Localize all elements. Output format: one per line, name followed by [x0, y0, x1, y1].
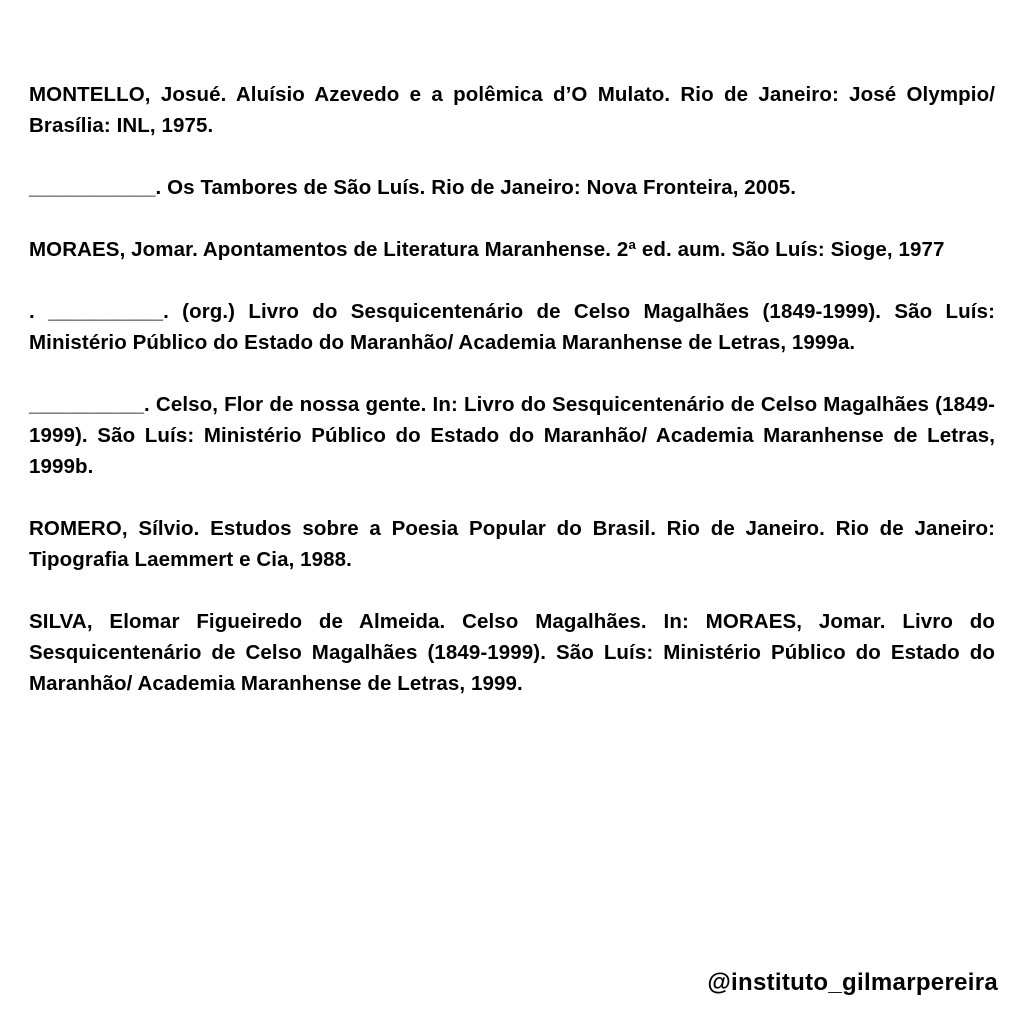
reference-montello-tambores: ___________. Os Tambores de São Luís. Rio de Janeiro: Nova Fronteira, 2005. [29, 176, 797, 199]
reference-romero-estudos: ROMERO, Sílvio. Estudos sobre a Poesia Popular do Brasil. Rio de Janeiro. Rio de Janeiro: Tipografia Laemmert e Cia, 1988. [29, 517, 995, 571]
reference-montello-aluisio: MONTELLO, Josué. Aluísio Azevedo e a polêmica d’O Mulato. Rio de Janeiro: José Olympio/ Brasília: INL, 1975. [29, 83, 995, 137]
reference-moraes-livro-1999a: . __________. (org.) Livro do Sesquicentenário de Celso Magalhães (1849-1999). São Luís: Ministério Público do Estado do Maranhão/ Academia Maranhense de Letras, 1999a. [29, 300, 995, 354]
reference-silva-celso: SILVA, Elomar Figueiredo de Almeida. Celso Magalhães. In: MORAES, Jomar. Livro do Sesquicentenário de Celso Magalhães (1849-1999). São Luís: Ministério Público do Estado do Maranhão/ Academia Maranhense de Letras, 1999. [29, 610, 995, 695]
reference-moraes-apontamentos: MORAES, Jomar. Apontamentos de Literatura Maranhense. 2ª ed. aum. São Luís: Sioge, 1977 [29, 238, 945, 261]
social-handle: @instituto_gilmarpereira [707, 969, 998, 996]
reference-moraes-celso-1999b: __________. Celso, Flor de nossa gente. In: Livro do Sesquicentenário de Celso Magalhães (1849-1999). São Luís: Ministério Público do Estado do Maranhão/ Academia Maranhense de Letras, 1999b. [29, 393, 995, 478]
reference-list [29, 79, 995, 730]
